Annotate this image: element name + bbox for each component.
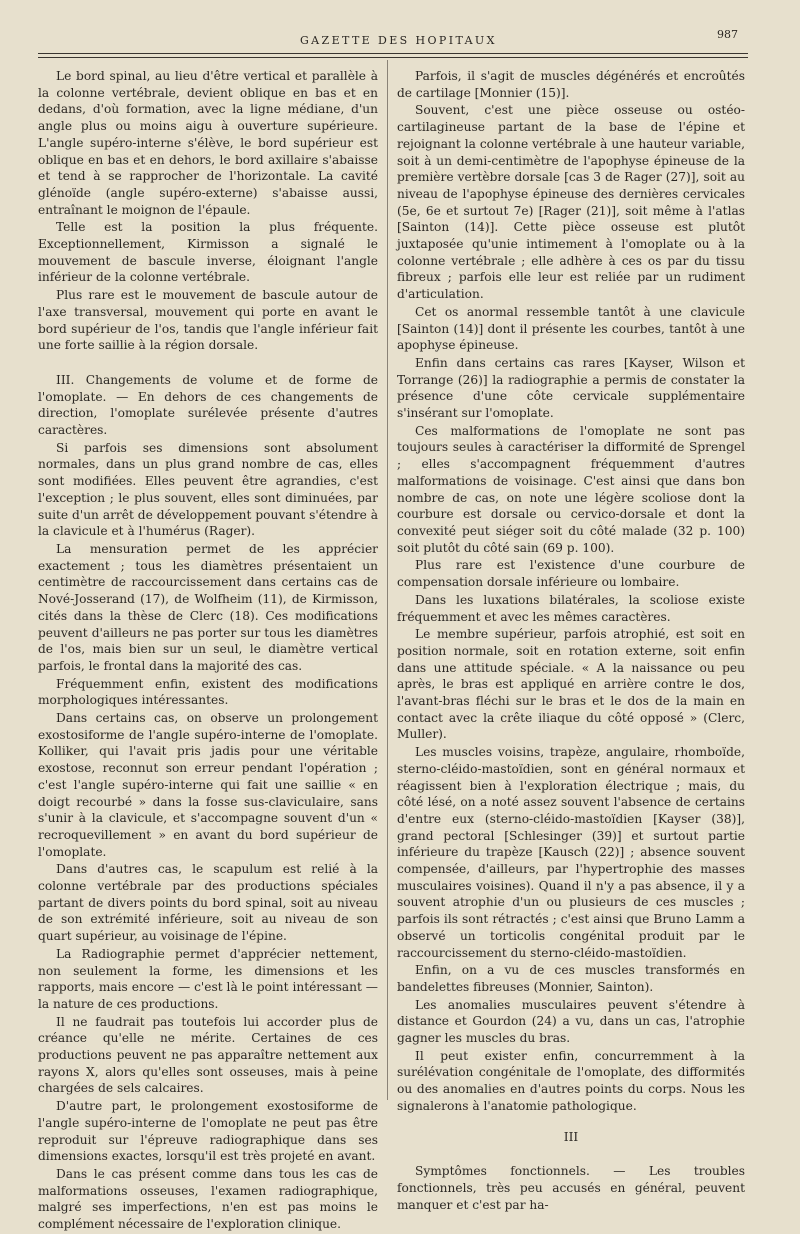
right-column <box>397 68 745 1214</box>
paragraph: Plus rare est le mouvement de bascule autour de l'axe transversal, mouvement qui porte en avant le bord supérieur de l'os, tandis que l'angle inférieur fait une forte saillie à la région dorsale. <box>38 288 378 353</box>
paragraph: Fréquemment enfin, existent des modifications morphologiques intéressantes. <box>38 676 378 708</box>
paragraph: Si parfois ses dimensions sont absolument normales, dans un plus grand nombre de cas, elles sont modifiées. Elles peuvent être agrandies, c'est l'exception ; le plus souvent, elles sont diminuées, par suite d'un arrêt de développement pouvant s'étendre à la clavicule et à l'humérus (Rager). <box>38 440 378 539</box>
paragraph: Souvent, c'est une pièce osseuse ou ostéo-cartilagineuse partant de la base de l'épine et rejoignant la colonne vertébrale à une hauteur variable, soit à un demi-centimètre de l'apophyse épineuse de la première vertèbre dorsale [cas 3 de Rager (27)], soit au niveau de l'apophyse épineuse des dernières cervicales (5e, 6e et surtout 7e) [Rager (21)], soit même à l'atlas [Sainton (14)]. Cette pièce osseuse est plutôt juxtaposée qu'unie intimement à l'omoplate ou à la colonne vertébrale ; elle adhère à ces os par du tissu fibreux ; parfois elle leur est reliée par un rudiment d'articulation. <box>397 103 745 302</box>
column-divider <box>387 60 388 1100</box>
running-title: GAZETTE DES HOPITAUX <box>300 34 497 47</box>
paragraph: La Radiographie permet d'apprécier nettement, non seulement la forme, les dimensions et les rapports, mais encore — c'est là le point intéressant — la nature de ces productions. <box>38 946 378 1011</box>
paragraph: Les muscles voisins, trapèze, angulaire, rhomboïde, sterno-cléido-mastoïdien, sont en général normaux et réagissent bien à l'exploration électrique ; mais, du côté lésé, on a noté assez souvent l'absence de certains d'entre eux (sterno-cléido-mastoïdien [Kayser (38)], grand pectoral [Schlesinger (39)] et surtout partie inférieure du trapèze [Kausch (22)] ; absence souvent compensée, d'ailleurs, par l'hypertrophie des masses musculaires voisines). Quand il n'y a pas absence, il y a souvent atrophie d'un ou plusieurs de ces muscles ; parfois ils sont rétractés ; c'est ainsi que Bruno Lamm a observé un torticolis congénital produit par le raccourcissement du sterno-cléido-mastoïdien. <box>397 745 745 960</box>
section-number: III <box>563 1129 579 1144</box>
paragraph: Dans certains cas, on observe un prolongement exostosiforme de l'angle supéro-interne de l'omoplate. Kolliker, qui l'avait pris jadis pour une véritable exostose, reconnut son erreur pendant l'opération ; c'est l'angle supéro-interne qui fait une saillie « en doigt recourbé » dans la fosse sus-claviculaire, sans s'unir à la clavicule, et s'accompagne souvent d'un « recroquevillement » en avant du bord supérieur de l'omoplate. <box>38 711 378 859</box>
paragraph: Telle est la position la plus fréquente. Exceptionnellement, Kirmisson a signalé le mouvement de bascule inverse, éloignant l'angle inférieur de la colonne vertébrale. <box>38 220 378 285</box>
page-number: 987 <box>717 28 738 41</box>
paragraph: Cet os anormal ressemble tantôt à une clavicule [Sainton (14)] dont il présente les courbes, tantôt à une apophyse épineuse. <box>397 304 745 353</box>
paragraph: Il peut exister enfin, concurremment à la surélévation congénitale de l'omoplate, des difformités ou des anomalies en d'autres points du corps. Nous les signalerons à l'anatomie pathologique. <box>397 1048 745 1113</box>
paragraph: Les anomalies musculaires peuvent s'étendre à distance et Gourdon (24) a vu, dans un cas, l'atrophie gagner les muscles du bras. <box>397 997 745 1046</box>
paragraph: Plus rare est l'existence d'une courbure de compensation dorsale inférieure ou lombaire. <box>397 558 745 590</box>
paragraph: Symptômes fonctionnels. — Les troubles fonctionnels, très peu accusés en général, peuvent manquer et c'est par ha- <box>397 1164 745 1212</box>
page-header <box>0 28 800 50</box>
paragraph: Le membre supérieur, parfois atrophié, est soit en position normale, soit en rotation externe, soit enfin dans une attitude spéciale. « A la naissance ou peu après, le bras est appliqué en arrière contre le dos, l'avant-bras fléchi sur le bras et le dos de la main en contact avec la crête iliaque du côté opposé » (Clerc, Muller). <box>397 627 745 742</box>
paragraph: La mensuration permet de les apprécier exactement ; tous les diamètres présentaient un centimètre de raccourcissement dans certains cas de Nové-Josserand (17), de Wolfheim (11), de Kirmisson, cités dans la thèse de Clerc (18). Ces modifications peuvent d'ailleurs ne pas porter sur tous les diamètres de l'os, mais bien sur un seul, le diamètre vertical parfois, le frontal dans la majorité des cas. <box>38 541 378 673</box>
header-rule-bottom <box>38 57 748 58</box>
paragraph: Enfin dans certains cas rares [Kayser, Wilson et Torrange (26)] la radiographie a permis de constater la présence d'une côte cervicale supplémentaire s'insérant sur l'omoplate. <box>397 355 745 421</box>
left-column <box>38 68 378 1234</box>
paragraph: Il ne faudrait pas toutefois lui accorder plus de créance qu'elle ne mérite. Certaines de ces productions peuvent ne pas apparaître nettement aux rayons X, alors qu'elles sont osseuses, mais à peine chargées de sels calcaires. <box>38 1014 378 1096</box>
paragraph: Enfin, on a vu de ces muscles transformés en bandelettes fibreuses (Monnier, Sainton). <box>397 963 745 994</box>
paragraph: Dans les luxations bilatérales, la scoliose existe fréquemment et avec les mêmes caractères. <box>397 592 745 624</box>
paragraph: Dans d'autres cas, le scapulum est relié à la colonne vertébrale par des productions spéciales partant de divers points du bord spinal, soit au niveau de son extrémité inférieure, soit au niveau de son quart supérieur, au voisinage de l'épine. <box>38 862 378 944</box>
header-rule-top <box>38 53 748 54</box>
paragraph: Parfois, il s'agit de muscles dégénérés et encroûtés de cartilage [Monnier (15)]. <box>397 69 745 100</box>
paragraph: Le bord spinal, au lieu d'être vertical et parallèle à la colonne vertébrale, devient oblique en bas et en dedans, d'où formation, avec la ligne médiane, d'un angle plus ou moins aigu à ouverture supérieure. L'angle supéro-interne s'élève, le bord supérieur est oblique en bas et en dehors, le bord axillaire s'abaisse et tend à se rapprocher de l'horizontale. La cavité glénoïde (angle supéro-externe) s'abaisse aussi, entraînant le moignon de l'épaule. <box>38 69 378 217</box>
section-heading: III. Changements de volume et de forme de l'omoplate. — En dehors de ces changements de direction, l'omoplate surélevée présente d'autres caractères. <box>38 372 378 438</box>
paragraph: Dans le cas présent comme dans tous les cas de malformations osseuses, l'examen radiographique, malgré ses imperfections, n'en est pas moins le complément nécessaire de l'exploration clinique. <box>38 1167 378 1232</box>
paragraph: D'autre part, le prolongement exostosiforme de l'angle supéro-interne de l'omoplate ne peut pas être reproduit sur l'épreuve radiographique dans ses dimensions exactes, lorsqu'il est très projeté en avant. <box>38 1099 378 1164</box>
paragraph: Ces malformations de l'omoplate ne sont pas toujours seules à caractériser la difformité de Sprengel ; elles s'accompagnent fréquemment d'autres malformations de voisinage. C'est ainsi que dans bon nombre de cas, on note une légère scoliose dont la courbure est dorsale ou cervico-dorsale et dont la convexité peut siéger soit du côté malade (32 p. 100) soit plutôt du côté sain (69 p. 100). <box>397 423 745 555</box>
